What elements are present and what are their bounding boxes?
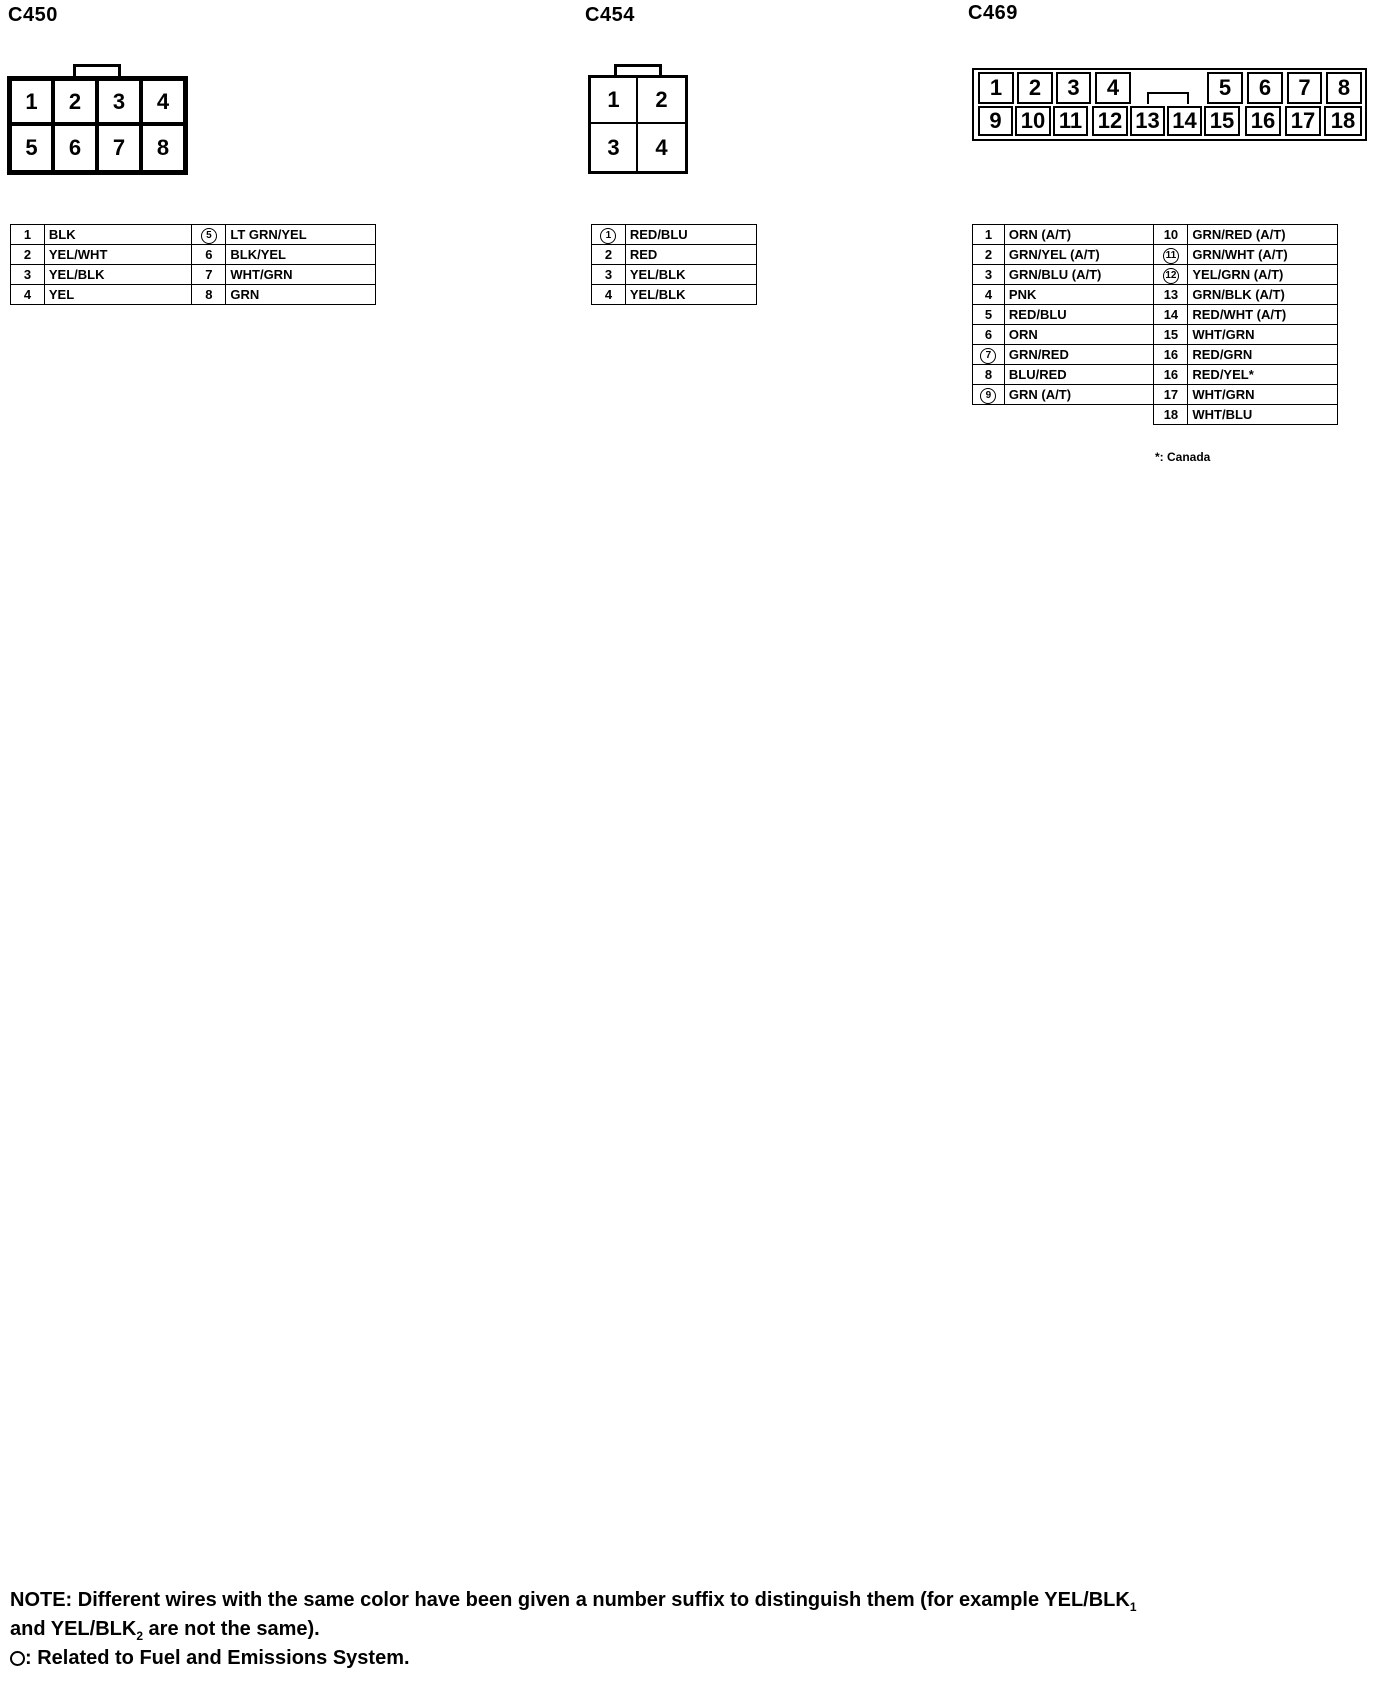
- wire-color: WHT/GRN: [1188, 385, 1338, 405]
- empty-cell: [973, 405, 1005, 425]
- wire-color: WHT/GRN: [226, 265, 376, 285]
- circle-symbol-icon: [10, 1651, 25, 1666]
- table-row: [11, 265, 376, 285]
- empty-cell: [1004, 405, 1154, 425]
- table-row: [11, 285, 376, 305]
- table-row: [973, 225, 1338, 245]
- wire-color: LT GRN/YEL: [226, 225, 376, 245]
- pin-number: 16: [1154, 365, 1188, 385]
- terminal-cavity: 1: [10, 79, 53, 124]
- table-row: [973, 265, 1338, 285]
- pin-number: 4: [973, 285, 1005, 305]
- wire-color: ORN (A/T): [1004, 225, 1154, 245]
- wire-table-c454: [591, 224, 757, 305]
- table-row: [973, 245, 1338, 265]
- note-line-3: [10, 1644, 410, 1673]
- footnote-canada: *: Canada: [1155, 450, 1211, 464]
- wire-color: RED/BLU: [1004, 305, 1154, 325]
- terminal-cavity: 1: [591, 78, 638, 124]
- terminal-cavity: 15: [1204, 106, 1240, 136]
- pin-number: [973, 345, 1005, 365]
- wire-color: GRN/RED: [1004, 345, 1154, 365]
- note-text: are not the same).: [143, 1618, 320, 1640]
- note-text: : Related to Fuel and Emissions System.: [25, 1647, 410, 1669]
- terminal-cavity: 5: [10, 124, 53, 172]
- table-row: [973, 365, 1338, 385]
- table-row: [973, 345, 1338, 365]
- pin-number: 14: [1154, 305, 1188, 325]
- pin-number: [192, 225, 226, 245]
- terminal-cavity: 6: [1247, 72, 1283, 104]
- table-row: [11, 245, 376, 265]
- pin-number: 2: [592, 245, 626, 265]
- terminal-cavity: 4: [1095, 72, 1131, 104]
- terminal-cavity: 2: [53, 79, 97, 124]
- pin-number: 4: [11, 285, 45, 305]
- table-row: [11, 225, 376, 245]
- terminal-cavity: 2: [1017, 72, 1053, 104]
- pin-number: 2: [973, 245, 1005, 265]
- wire-color: GRN/BLU (A/T): [1004, 265, 1154, 285]
- fuel-emissions-marker: 12: [1163, 268, 1179, 284]
- wire-color: GRN/RED (A/T): [1188, 225, 1338, 245]
- table-row: [592, 265, 757, 285]
- table-row: [973, 405, 1338, 425]
- terminal-cavity: 8: [141, 124, 185, 172]
- pin-number: [973, 385, 1005, 405]
- pin-number: 4: [592, 285, 626, 305]
- pin-number: 1: [11, 225, 45, 245]
- wire-color: BLK/YEL: [226, 245, 376, 265]
- pin-number: 10: [1154, 225, 1188, 245]
- fuel-emissions-marker: 5: [201, 228, 217, 244]
- terminal-cavity: 14: [1167, 106, 1202, 136]
- terminal-cavity: 4: [141, 79, 185, 124]
- fuel-emissions-marker: 1: [600, 228, 616, 244]
- fuel-emissions-marker: 9: [980, 388, 996, 404]
- wire-color: RED/WHT (A/T): [1188, 305, 1338, 325]
- terminal-cavity: 10: [1015, 106, 1051, 136]
- table-row: [592, 225, 757, 245]
- wire-color: GRN/BLK (A/T): [1188, 285, 1338, 305]
- pin-number: 18: [1154, 405, 1188, 425]
- wire-color: RED/YEL*: [1188, 365, 1338, 385]
- wire-color: GRN: [226, 285, 376, 305]
- pin-number: 6: [192, 245, 226, 265]
- pin-number: 3: [592, 265, 626, 285]
- wire-color: RED/BLU: [625, 225, 756, 245]
- terminal-cavity: 7: [1287, 72, 1322, 104]
- terminal-cavity: 5: [1207, 72, 1243, 104]
- pin-number: 5: [973, 305, 1005, 325]
- table-row: [973, 385, 1338, 405]
- wire-color: YEL/BLK: [625, 285, 756, 305]
- terminal-cavity: 2: [638, 78, 685, 124]
- pin-number: 8: [973, 365, 1005, 385]
- table-row: [973, 325, 1338, 345]
- terminal-cavity: 16: [1245, 106, 1281, 136]
- terminal-cavity: 6: [53, 124, 97, 172]
- terminal-cavity: 3: [1056, 72, 1091, 104]
- connector-title-c450: C450: [8, 4, 58, 26]
- pin-number: 2: [11, 245, 45, 265]
- terminal-cavity: 11: [1053, 106, 1088, 136]
- wire-color: GRN (A/T): [1004, 385, 1154, 405]
- table-row: [973, 305, 1338, 325]
- pin-number: [1154, 265, 1188, 285]
- wire-color: WHT/GRN: [1188, 325, 1338, 345]
- connector-title-c469: C469: [968, 2, 1018, 24]
- wire-color: BLU/RED: [1004, 365, 1154, 385]
- wire-color: YEL/GRN (A/T): [1188, 265, 1338, 285]
- terminal-cavity: 3: [591, 124, 638, 171]
- pin-number: 6: [973, 325, 1005, 345]
- wire-table-c469: [972, 224, 1338, 425]
- wire-color: YEL/BLK: [44, 265, 192, 285]
- pin-number: 8: [192, 285, 226, 305]
- connector-title-c454: C454: [585, 4, 635, 26]
- terminal-cavity: 9: [978, 106, 1013, 136]
- terminal-cavity: 18: [1324, 106, 1362, 136]
- fuel-emissions-marker: 11: [1163, 248, 1179, 264]
- pin-number: 1: [973, 225, 1005, 245]
- pin-number: 3: [973, 265, 1005, 285]
- terminal-cavity: 4: [655, 134, 668, 160]
- pin-number: 13: [1154, 285, 1188, 305]
- note-text: NOTE: Different wires with the same color have been given a number suffix to distinguish them (for example YEL/BLK: [10, 1589, 1130, 1611]
- pin-number: 16: [1154, 345, 1188, 365]
- pin-number: 17: [1154, 385, 1188, 405]
- wire-color: YEL: [44, 285, 192, 305]
- wire-color: YEL/WHT: [44, 245, 192, 265]
- note-text: and YEL/BLK: [10, 1618, 137, 1640]
- terminal-cavity: 17: [1285, 106, 1321, 136]
- wire-color: RED/GRN: [1188, 345, 1338, 365]
- fuel-emissions-marker: 7: [980, 348, 996, 364]
- table-row: [592, 245, 757, 265]
- wire-color: RED: [625, 245, 756, 265]
- terminal-cavity: 1: [978, 72, 1014, 104]
- wire-color: PNK: [1004, 285, 1154, 305]
- wire-color: GRN/WHT (A/T): [1188, 245, 1338, 265]
- terminal-cavity: 8: [1326, 72, 1362, 104]
- pin-number: 3: [11, 265, 45, 285]
- wire-color: WHT/BLU: [1188, 405, 1338, 425]
- pin-number: 15: [1154, 325, 1188, 345]
- wire-color: BLK: [44, 225, 192, 245]
- terminal-cavity: 12: [1092, 106, 1128, 136]
- table-row: [973, 285, 1338, 305]
- pin-number: [1154, 245, 1188, 265]
- wire-color: GRN/YEL (A/T): [1004, 245, 1154, 265]
- wire-table-c450: [10, 224, 376, 305]
- pin-number: [592, 225, 626, 245]
- wire-color: ORN: [1004, 325, 1154, 345]
- terminal-cavity: 7: [97, 124, 141, 172]
- connector-latch: [1147, 92, 1189, 104]
- terminal-cavity: 13: [1130, 106, 1165, 136]
- table-row: [592, 285, 757, 305]
- pin-number: 7: [192, 265, 226, 285]
- terminal-cavity: 3: [97, 79, 141, 124]
- note-subscript: 2: [136, 1629, 143, 1643]
- wire-color: YEL/BLK: [625, 265, 756, 285]
- note-subscript: 1: [1129, 1600, 1137, 1614]
